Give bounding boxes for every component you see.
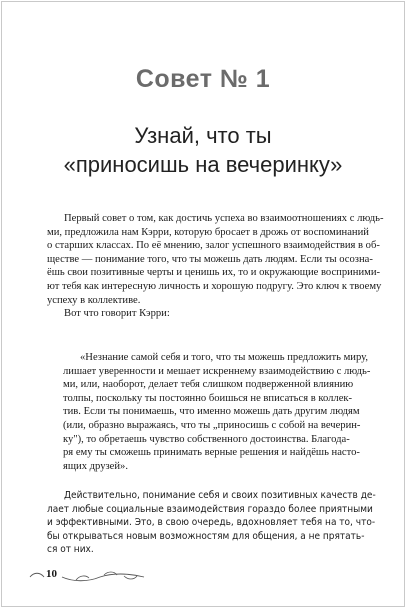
paragraph-2 [47, 489, 376, 557]
quote-line: «Незнание самой себя и того, что ты можешь предложить миру, [80, 352, 369, 363]
text-line: Первый совет о том, как достичь успеха во взаимоотношениях с людь- [64, 213, 384, 224]
text-line: ют тебя как интересную личность и хорошую подругу. Это ключ к твоему [47, 280, 382, 292]
intro-line: Вот что говорит Кэрри: [64, 308, 170, 320]
text-line: и эффективными. Это, в свою очередь, вдохновляет тебя на то, что- [47, 517, 376, 529]
text-line: ся от них. [47, 544, 94, 556]
quote-line: ря ему ты сможешь принимать верные решения и найдёшь насто- [63, 447, 360, 459]
quote-line: лишает уверенности и мешает искреннему взаимодействию с людь- [63, 365, 371, 377]
chapter-subtitle [2, 121, 404, 179]
text-line: ёшь свои позитивные черты и ценишь их, то и окружающие восприними- [47, 267, 381, 279]
chapter-title: Совет № 1 [135, 65, 271, 93]
quote-line: ку"), то обретаешь чувство собственного достоинства. Благода- [63, 433, 350, 445]
paragraph-1 [47, 212, 384, 321]
text-line: Действительно, понимание себя и своих позитивных качеств де- [64, 490, 376, 501]
quote-line: толпы, поскольку ты постоянно боишься не вписаться в коллек- [63, 392, 353, 404]
text-line: ми, предложила нам Кэрри, которую бросает в дрожь от воспоминаний [47, 226, 369, 238]
text-line: о старших классах. По её мнению, залог успешного взаимодействия в об- [47, 240, 380, 252]
quote-line: тив. Если ты понимаешь, что именно можешь дать другим людям [63, 406, 360, 418]
text-line: бы открываться новым возможностям для общения, а не прятать- [47, 530, 365, 542]
quote-line: ми, или, наоборот, делает тебя слишком подверженной влиянию [63, 379, 354, 391]
quote-block [63, 351, 371, 473]
quote-line: (или, образно выражаясь, что ты „приносишь с собой на вечерин- [63, 419, 361, 431]
text-line: успеху в коллективе. [47, 294, 141, 306]
text-line: лает любые социальные взаимодействия гораздо более приятными [47, 503, 373, 515]
page-number: 10 [46, 568, 57, 580]
subtitle-line-1: Узнай, что ты [134, 123, 272, 148]
text-line: ществе — понимание того, что ты можешь дать людям. Если ты осозна- [47, 253, 373, 265]
quote-line: ящих друзей». [63, 460, 128, 472]
book-page [1, 1, 405, 607]
subtitle-line-2: «приносишь на вечеринку» [63, 152, 343, 177]
